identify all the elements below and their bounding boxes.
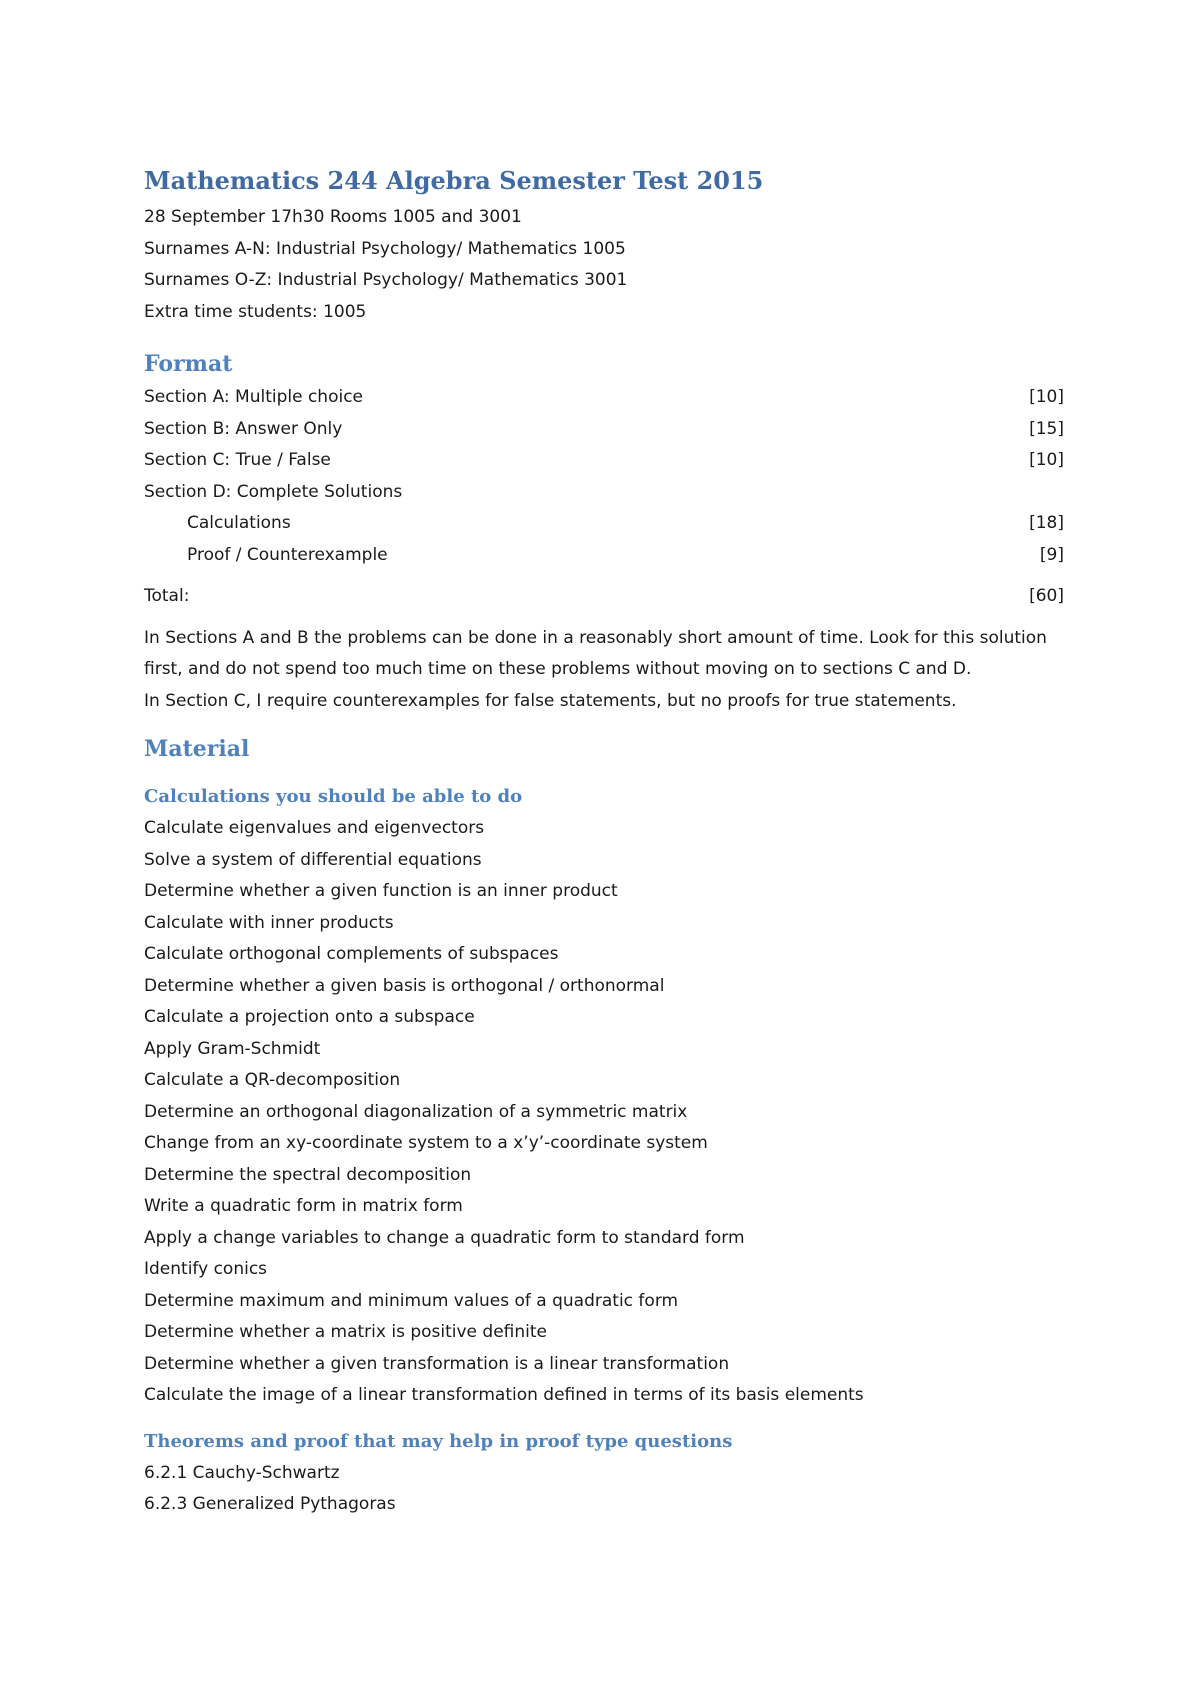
list-item: Solve a system of differential equations bbox=[144, 849, 482, 870]
material-heading: Material bbox=[144, 736, 250, 762]
total-label: Total: bbox=[144, 586, 190, 606]
format-heading: Format bbox=[144, 351, 233, 377]
list-item: Determine the spectral decomposition bbox=[144, 1164, 472, 1185]
format-row bbox=[144, 414, 1064, 446]
info-line: Surnames O-Z: Industrial Psychology/ Mathematics 3001 bbox=[144, 270, 628, 290]
list-item: Calculate a QR-decomposition bbox=[144, 1070, 401, 1090]
section-label: Section C: True / False bbox=[144, 450, 331, 470]
list-item: Determine whether a given function is an inner product bbox=[144, 881, 618, 901]
info-line: 28 September 17h30 Rooms 1005 and 3001 bbox=[144, 207, 522, 227]
section-marks: [18] bbox=[1029, 513, 1064, 533]
section-label: Section B: Answer Only bbox=[144, 418, 343, 439]
spacer bbox=[144, 571, 1064, 581]
format-row bbox=[144, 540, 1064, 572]
format-note: In Sections A and B the problems can be done in a reasonably short amount of time. Look for this solution first, and do not spend too much time on these problems without moving on to sections C and D. bbox=[144, 627, 1047, 679]
list-item: Calculate orthogonal complements of subspaces bbox=[144, 944, 559, 964]
list-item: Determine an orthogonal diagonalization of a symmetric matrix bbox=[144, 1101, 688, 1122]
list-item: Identify conics bbox=[144, 1259, 268, 1279]
list-item: Determine whether a matrix is positive definite bbox=[144, 1322, 548, 1342]
format-row bbox=[144, 477, 1064, 509]
total-row bbox=[144, 581, 1064, 613]
theorems-list bbox=[144, 1458, 1064, 1521]
list-item: Determine whether a given transformation is a linear transformation bbox=[144, 1353, 730, 1374]
format-note: In Section C, I require counterexamples for false statements, but no proofs for true statements. bbox=[144, 690, 957, 711]
format-row bbox=[144, 445, 1064, 477]
list-item: 6.2.1 Cauchy-Schwartz bbox=[144, 1462, 340, 1483]
calculations-heading: Calculations you should be able to do bbox=[144, 786, 523, 807]
list-item: Calculate eigenvalues and eigenvectors bbox=[144, 818, 485, 838]
info-line: Surnames A-N: Industrial Psychology/ Mathematics 1005 bbox=[144, 238, 626, 259]
format-row bbox=[144, 382, 1064, 414]
info-line: Extra time students: 1005 bbox=[144, 301, 367, 322]
list-item: Calculate with inner products bbox=[144, 912, 394, 933]
section-label: Section D: Complete Solutions bbox=[144, 481, 403, 502]
section-marks: [10] bbox=[1029, 450, 1064, 470]
section-label: Calculations bbox=[187, 513, 291, 533]
section-label: Section A: Multiple choice bbox=[144, 387, 364, 407]
list-item: 6.2.3 Generalized Pythagoras bbox=[144, 1494, 396, 1514]
section-marks: [9] bbox=[1039, 544, 1064, 565]
document-page bbox=[144, 160, 1064, 1521]
format-row bbox=[144, 508, 1064, 540]
list-item: Determine maximum and minimum values of a quadratic form bbox=[144, 1290, 679, 1311]
page-title: Mathematics 244 Algebra Semester Test 2015 bbox=[144, 166, 764, 195]
list-item: Change from an xy-coordinate system to a x’y’-coordinate system bbox=[144, 1133, 708, 1153]
spacer bbox=[144, 613, 1064, 623]
calculations-list bbox=[144, 813, 1064, 1412]
section-marks: [10] bbox=[1029, 387, 1064, 407]
section-label: Proof / Counterexample bbox=[187, 544, 388, 565]
list-item: Calculate a projection onto a subspace bbox=[144, 1007, 475, 1027]
list-item: Calculate the image of a linear transformation defined in terms of its basis elements bbox=[144, 1385, 864, 1405]
list-item: Apply a change variables to change a quadratic form to standard form bbox=[144, 1227, 745, 1248]
list-item: Determine whether a given basis is orthogonal / orthonormal bbox=[144, 975, 665, 996]
section-marks: [15] bbox=[1029, 418, 1064, 439]
total-marks: [60] bbox=[1029, 586, 1064, 606]
list-item: Write a quadratic form in matrix form bbox=[144, 1196, 463, 1216]
list-item: Apply Gram-Schmidt bbox=[144, 1038, 321, 1059]
theorems-heading: Theorems and proof that may help in proof type questions bbox=[144, 1430, 733, 1452]
